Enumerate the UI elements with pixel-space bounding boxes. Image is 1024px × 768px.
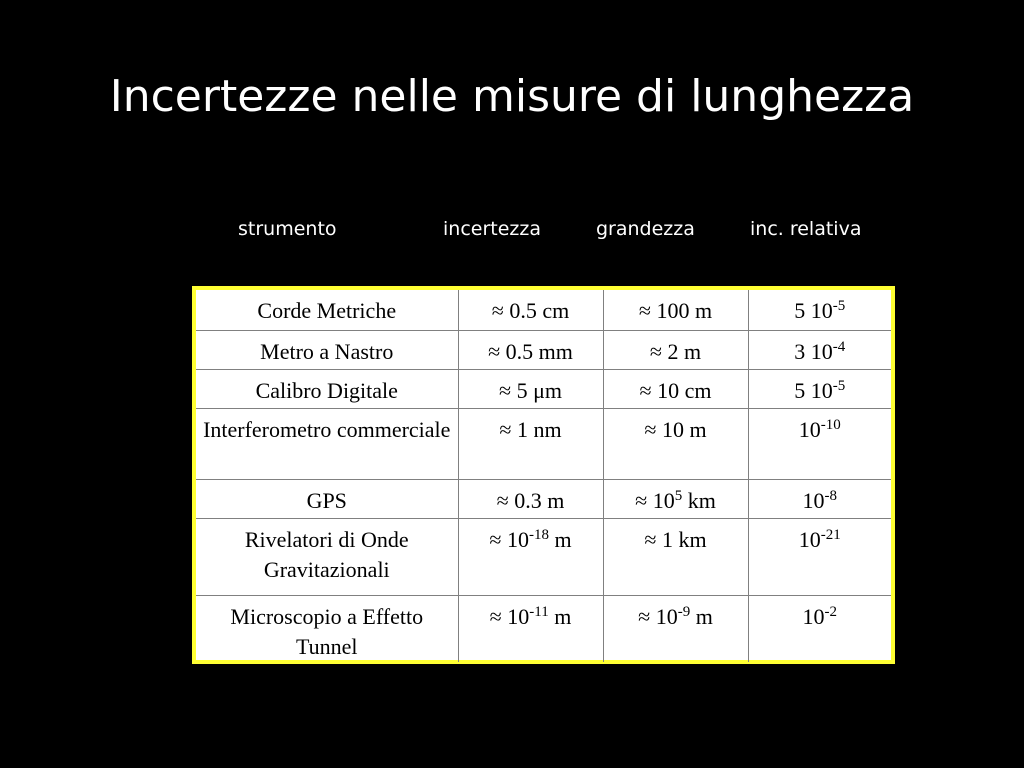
value-exponent: -18	[528, 526, 549, 543]
value-base: 10	[802, 487, 825, 513]
cell-relative	[748, 369, 891, 408]
table-row	[196, 330, 891, 369]
value-base: ≈ 10	[638, 603, 678, 629]
value-base: ≈ 0.5 mm	[488, 338, 573, 364]
value-base: ≈ 10 m	[644, 416, 707, 442]
value-base: ≈ 10	[489, 603, 530, 629]
value-exponent: -2	[824, 603, 837, 620]
cell-instrument: Rivelatori di Onde Gravitazionali	[196, 518, 458, 595]
value-unit: m	[690, 603, 713, 629]
cell-uncertainty	[458, 330, 603, 369]
cell-instrument: Metro a Nastro	[196, 330, 458, 369]
measurement-table	[196, 290, 891, 662]
value-unit: km	[682, 487, 716, 513]
value-base: 10	[802, 603, 825, 629]
value-base: ≈ 1 nm	[499, 416, 562, 442]
value-base: 5 10	[794, 298, 833, 323]
slide-title: Incertezze nelle misure di lunghezza	[109, 71, 915, 122]
cell-relative	[748, 330, 891, 369]
header-relative: inc. relativa	[750, 218, 862, 240]
value-exponent: -8	[824, 487, 837, 504]
cell-magnitude	[603, 479, 748, 518]
cell-uncertainty	[458, 408, 603, 479]
value-base: ≈ 0.5 cm	[491, 298, 570, 323]
measurement-table-frame	[192, 286, 895, 664]
cell-instrument: Corde Metriche	[196, 290, 458, 330]
value-base: 10	[798, 416, 821, 442]
value-base: ≈ 10 cm	[639, 377, 712, 403]
value-exponent: 5	[674, 487, 683, 504]
cell-uncertainty	[458, 595, 603, 662]
value-unit: m	[548, 603, 572, 629]
cell-magnitude	[603, 595, 748, 662]
cell-relative	[748, 479, 891, 518]
value-unit: m	[548, 526, 572, 552]
cell-instrument: Interferometro commerciale	[196, 408, 458, 479]
header-uncertainty: incertezza	[443, 218, 541, 240]
cell-instrument: Calibro Digitale	[196, 369, 458, 408]
cell-relative	[748, 595, 891, 662]
cell-uncertainty	[458, 369, 603, 408]
cell-magnitude	[603, 369, 748, 408]
cell-relative	[748, 408, 891, 479]
value-exponent: -5	[832, 377, 846, 394]
value-base: ≈ 0.3 m	[496, 487, 565, 513]
cell-uncertainty	[458, 290, 603, 330]
value-exponent: -9	[677, 603, 691, 620]
cell-magnitude	[603, 408, 748, 479]
table-body	[196, 290, 891, 662]
table-row	[196, 518, 891, 595]
cell-relative	[748, 518, 891, 595]
value-base: 5 10	[794, 377, 833, 403]
cell-magnitude	[603, 290, 748, 330]
value-base: ≈ 10	[635, 487, 675, 513]
cell-uncertainty	[458, 518, 603, 595]
table-row	[196, 369, 891, 408]
value-exponent: -11	[529, 603, 549, 620]
cell-relative	[748, 290, 891, 330]
cell-magnitude	[603, 330, 748, 369]
cell-magnitude	[603, 518, 748, 595]
table-row	[196, 408, 891, 479]
value-base: ≈ 10	[489, 526, 529, 552]
value-base: ≈ 5 μm	[499, 377, 562, 403]
table-row	[196, 595, 891, 662]
value-base: ≈ 2 m	[649, 338, 702, 364]
table-row	[196, 479, 891, 518]
value-base: 10	[798, 526, 821, 552]
value-base: ≈ 1 km	[644, 526, 707, 552]
header-instrument: strumento	[238, 218, 337, 240]
value-base: ≈ 100 m	[638, 298, 713, 323]
value-exponent: -5	[832, 298, 846, 314]
header-magnitude: grandezza	[596, 218, 695, 240]
value-exponent: -4	[832, 338, 846, 355]
value-base: 3 10	[794, 338, 833, 364]
cell-uncertainty	[458, 479, 603, 518]
cell-instrument: GPS	[196, 479, 458, 518]
value-exponent: -10	[820, 416, 841, 433]
cell-instrument: Microscopio a Effetto Tunnel	[196, 595, 458, 662]
table-row	[196, 290, 891, 330]
value-exponent: -21	[820, 526, 841, 543]
